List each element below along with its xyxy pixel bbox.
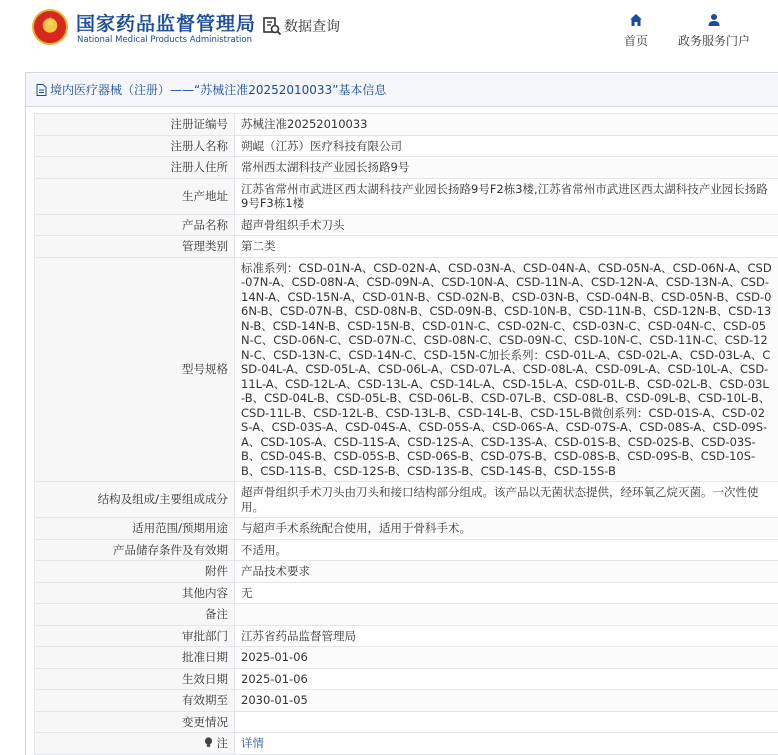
nav-service-portal[interactable] — [678, 12, 750, 49]
field-value: 江苏省药品监督管理局 — [235, 625, 778, 647]
field-value: 无 — [235, 582, 778, 604]
field-value: 标准系列：CSD-01N-A、CSD-02N-A、CSD-03N-A、CSD-04N-A、CSD-05N-A、CSD-06N-A、CSD-07N-A、CSD-08N-A、CSD-09N-A、CSD-10N-A、CSD-11N-A、CSD-12N-A、CSD-13N-A、CSD-14N-A、CSD-15N-A、CSD-01N-B、CSD-02N-B、CSD-03N-B、CSD-04N-B、CSD-05N-B、CSD-06N-B、CSD-07N-B、CSD-08N-B、CSD-09N-B、CSD-10N-B、CSD-11N-B、CSD-12N-B、CSD-13N-B、CSD-14N-B、CSD-15N-B、CSD-01N-C、CSD-02N-C、CSD-03N-C、CSD-04N-C、CSD-05N-C、CSD-06N-C、CSD-07N-C、CSD-08N-C、CSD-09N-C、CSD-10N-C、CSD-11N-C、CSD-12N-C、CSD-13N-C、CSD-14N-C、CSD-15N-C加长系列：CSD-01L-A、CSD-02L-A、CSD-03L-A、CSD-04L-A、CSD-05L-A、CSD-06L-A、CSD-07L-A、CSD-08L-A、CSD-09L-A、CSD-10L-A、CSD-11L-A、CSD-12L-A、CSD-13L-A、CSD-14L-A、CSD-15L-A、CSD-01L-B、CSD-02L-B、CSD-03L-B、CSD-04L-B、CSD-05L-B、CSD-06L-B、CSD-07L-B、CSD-08L-B、CSD-09L-B、CSD-10L-B、CSD-11L-B、CSD-12L-B、CSD-13L-B、CSD-14L-B、CSD-15L-B微创系列：CSD-01S-A、CSD-02S-A、CSD-03S-A、CSD-04S-A、CSD-05S-A、CSD-06S-A、CSD-07S-A、CSD-08S-A、CSD-09S-A、CSD-10S-A、CSD-11S-A、CSD-12S-A、CSD-13S-A、CSD-01S-B、CSD-02S-B、CSD-03S-B、CSD-04S-B、CSD-05S-B、CSD-06S-B、CSD-07S-B、CSD-08S-B、CSD-09S-B、CSD-10S-B、CSD-11S-B、CSD-12S-B、CSD-13S-B、CSD-14S-B、CSD-15S-B — [235, 257, 778, 482]
field-label: 有效期至 — [35, 690, 235, 712]
field-label: 注册证编号 — [35, 114, 235, 136]
field-value: 苏械注准20252010033 — [235, 114, 778, 136]
basic-info-panel — [25, 72, 778, 755]
note-value-cell — [235, 733, 778, 755]
field-value: 常州西太湖科技产业园长扬路9号 — [235, 157, 778, 179]
note-row — [35, 733, 778, 755]
info-row — [35, 711, 778, 733]
document-icon — [36, 84, 47, 96]
field-label: 产品名称 — [35, 214, 235, 236]
field-value: 产品技术要求 — [235, 561, 778, 583]
info-row — [35, 561, 778, 583]
field-label: 注册人住所 — [35, 157, 235, 179]
note-label: 注 — [216, 736, 228, 750]
field-label: 附件 — [35, 561, 235, 583]
field-label: 生产地址 — [35, 178, 235, 214]
info-row — [35, 135, 778, 157]
info-row — [35, 518, 778, 540]
info-row — [35, 482, 778, 518]
field-label: 型号规格 — [35, 257, 235, 482]
field-label: 备注 — [35, 604, 235, 626]
field-label: 变更情况 — [35, 711, 235, 733]
data-query-label: 数据查询 — [284, 19, 340, 35]
field-value: 超声骨组织手术刀头由刀头和接口结构部分组成。该产品以无菌状态提供，经环氧乙烷灭菌。一次性使用。 — [235, 482, 778, 518]
field-label: 批准日期 — [35, 647, 235, 669]
national-emblem-icon — [32, 9, 68, 45]
field-value: 朔崐（江苏）医疗科技有限公司 — [235, 135, 778, 157]
lightbulb-icon — [204, 736, 217, 750]
field-value: 2025-01-06 — [235, 668, 778, 690]
field-label: 结构及组成/主要组成成分 — [35, 482, 235, 518]
info-row — [35, 214, 778, 236]
field-value: 与超声手术系统配合使用，适用于骨科手术。 — [235, 518, 778, 540]
site-header — [0, 0, 778, 64]
info-row — [35, 157, 778, 179]
field-value: 江苏省常州市武进区西太湖科技产业园长扬路9号F2栋3楼,江苏省常州市武进区西太湖科技产业园长扬路9号F3栋1楼 — [235, 178, 778, 214]
panel-title-text: 境内医疗器械（注册）——“苏械注准20252010033”基本信息 — [50, 83, 387, 97]
info-row — [35, 582, 778, 604]
details-link[interactable]: 详情 — [241, 736, 264, 750]
field-value — [235, 604, 778, 626]
field-value: 2030-01-05 — [235, 690, 778, 712]
info-row — [35, 114, 778, 136]
info-row — [35, 647, 778, 669]
field-label: 注册人名称 — [35, 135, 235, 157]
info-row — [35, 690, 778, 712]
info-row — [35, 625, 778, 647]
field-value: 第二类 — [235, 236, 778, 258]
field-label: 其他内容 — [35, 582, 235, 604]
info-row — [35, 236, 778, 258]
field-label: 适用范围/预期用途 — [35, 518, 235, 540]
panel-title — [26, 73, 778, 107]
field-value — [235, 711, 778, 733]
document-search-icon — [262, 16, 282, 36]
field-label: 生效日期 — [35, 668, 235, 690]
nav-home-label: 首页 — [624, 34, 649, 48]
info-row — [35, 257, 778, 482]
info-row — [35, 178, 778, 214]
field-label: 管理类别 — [35, 236, 235, 258]
info-row — [35, 539, 778, 561]
user-icon — [706, 12, 722, 28]
nav-portal-label: 政务服务门户 — [678, 34, 751, 48]
logo-subtitle[interactable]: National Medical Products Administration — [77, 35, 252, 45]
info-table — [34, 113, 778, 755]
home-icon — [628, 12, 644, 28]
note-label-cell — [35, 733, 235, 755]
logo-title[interactable]: 国家药品监督管理局 — [76, 13, 257, 35]
nav-home[interactable] — [624, 12, 648, 49]
field-value: 2025-01-06 — [235, 647, 778, 669]
data-query-link[interactable] — [262, 16, 340, 36]
info-row — [35, 668, 778, 690]
info-row — [35, 604, 778, 626]
field-value: 超声骨组织手术刀头 — [235, 214, 778, 236]
field-value: 不适用。 — [235, 539, 778, 561]
field-label: 审批部门 — [35, 625, 235, 647]
field-label: 产品储存条件及有效期 — [35, 539, 235, 561]
